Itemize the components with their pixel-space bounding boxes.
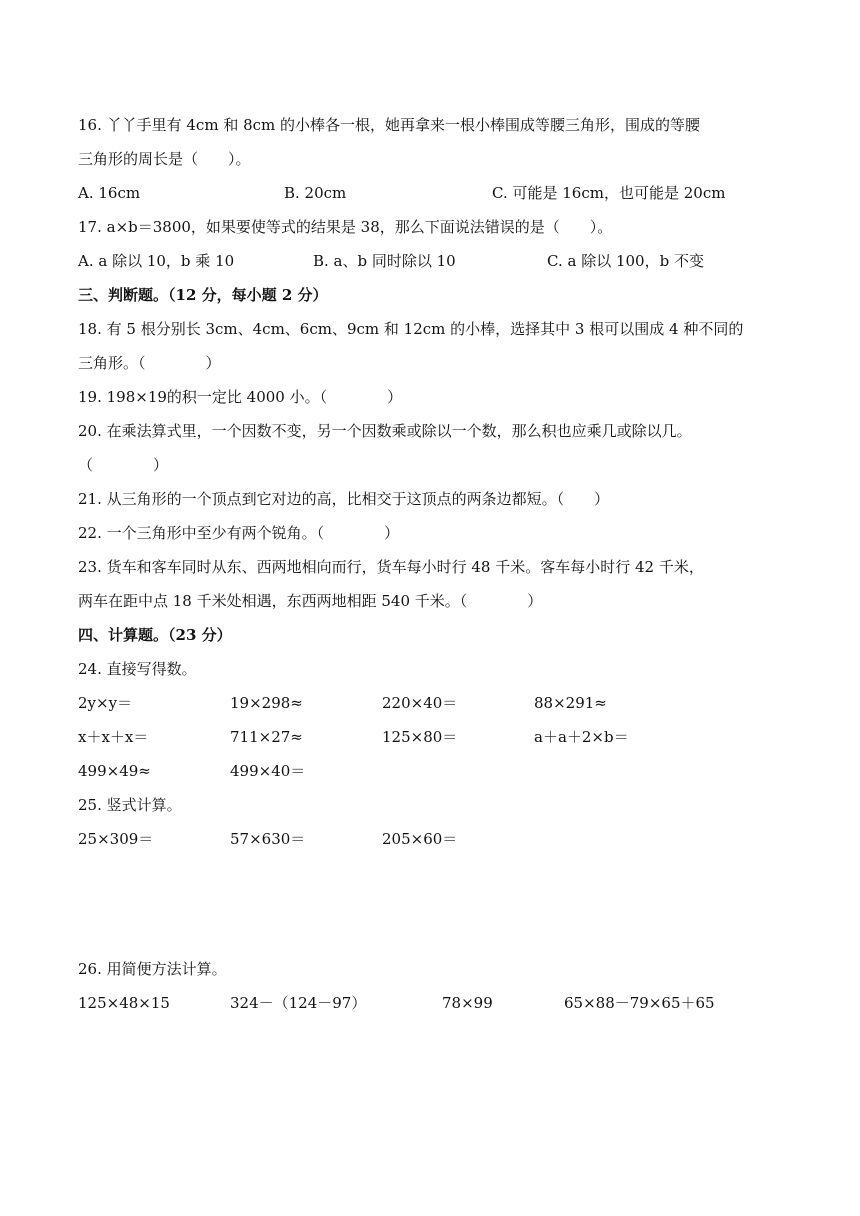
q25-title: 25. 竖式计算。 [78,796,182,814]
q24-item: x＋x＋x＝ [78,728,149,746]
q24-item: 88×291≈ [534,694,607,712]
q24-item: 125×80＝ [382,728,458,746]
q17-option-a: A. a 除以 10，b 乘 10 [78,252,235,270]
q25-item: 205×60＝ [382,830,458,848]
q26-item: 78×99 [442,994,493,1012]
q17-line1: 17. a×b＝3800，如果要使等式的结果是 38，那么下面说法错误的是（ ）。 [78,218,613,236]
q16-option-b: B. 20cm [284,184,347,202]
q26-item: 65×88－79×65＋65 [564,994,715,1012]
q16-option-a: A. 16cm [78,184,141,202]
q23-line1: 23. 货车和客车同时从东、西两地相向而行，货车每小时行 48 千米。客车每小时行 42 千米， [78,558,704,576]
q26-item: 125×48×15 [78,994,170,1012]
q22: 22. 一个三角形中至少有两个锐角。（ ） [78,524,400,542]
q24-row-1 [78,686,790,720]
q25-item: 57×630＝ [230,830,306,848]
q24-row-2 [78,720,790,754]
q24-item: 2y×y＝ [78,694,133,712]
q24-item: 19×298≈ [230,694,303,712]
q20-line2: （ ） [78,456,169,474]
q18-line2: 三角形。（ ） [78,354,221,372]
q17-options [78,244,790,278]
q19: 19. 198×19的积一定比 4000 小。（ ） [78,388,403,406]
q26-title: 26. 用简便方法计算。 [78,960,227,978]
q18-line1: 18. 有 5 根分别长 3cm、4cm、6cm、9cm 和 12cm 的小棒，选择其中 3 根可以围成 4 种不同的 [78,320,744,338]
q16-options [78,176,790,210]
q24-item: 499×49≈ [78,762,151,780]
q16-line2: 三角形的周长是（ ）。 [78,150,251,168]
q21: 21. 从三角形的一个顶点到它对边的高，比相交于这顶点的两条边都短。（ ） [78,490,610,508]
q24-item: 220×40＝ [382,694,458,712]
q24-title: 24. 直接写得数。 [78,660,197,678]
q20-line1: 20. 在乘法算式里，一个因数不变，另一个因数乘或除以一个数，那么积也应乘几或除以几。 [78,422,692,440]
answer-space [78,856,790,952]
q26-row-1 [78,986,790,1020]
q23-line2: 两车在距中点 18 千米处相遇，东西两地相距 540 千米。（ ） [78,592,543,610]
q24-item: a＋a＋2×b＝ [534,728,629,746]
q16-option-c: C. 可能是 16cm，也可能是 20cm [492,184,726,202]
section-4-heading: 四、计算题。（23 分） [78,626,232,644]
q17-option-c: C. a 除以 100，b 不变 [547,252,704,270]
section-3-heading: 三、判断题。（12 分，每小题 2 分） [78,286,328,304]
q17-option-b: B. a、b 同时除以 10 [313,252,456,270]
q25-row-1 [78,822,790,856]
q25-item: 25×309＝ [78,830,154,848]
q26-item: 324－（124－97） [230,994,367,1012]
q24-row-3 [78,754,790,788]
q16-line1: 16. 丫丫手里有 4cm 和 8cm 的小棒各一根，她再拿来一根小棒围成等腰三角形，围成的等腰 [78,116,701,134]
q24-item: 711×27≈ [230,728,303,746]
q24-item: 499×40＝ [230,762,306,780]
worksheet-page [78,108,790,1020]
